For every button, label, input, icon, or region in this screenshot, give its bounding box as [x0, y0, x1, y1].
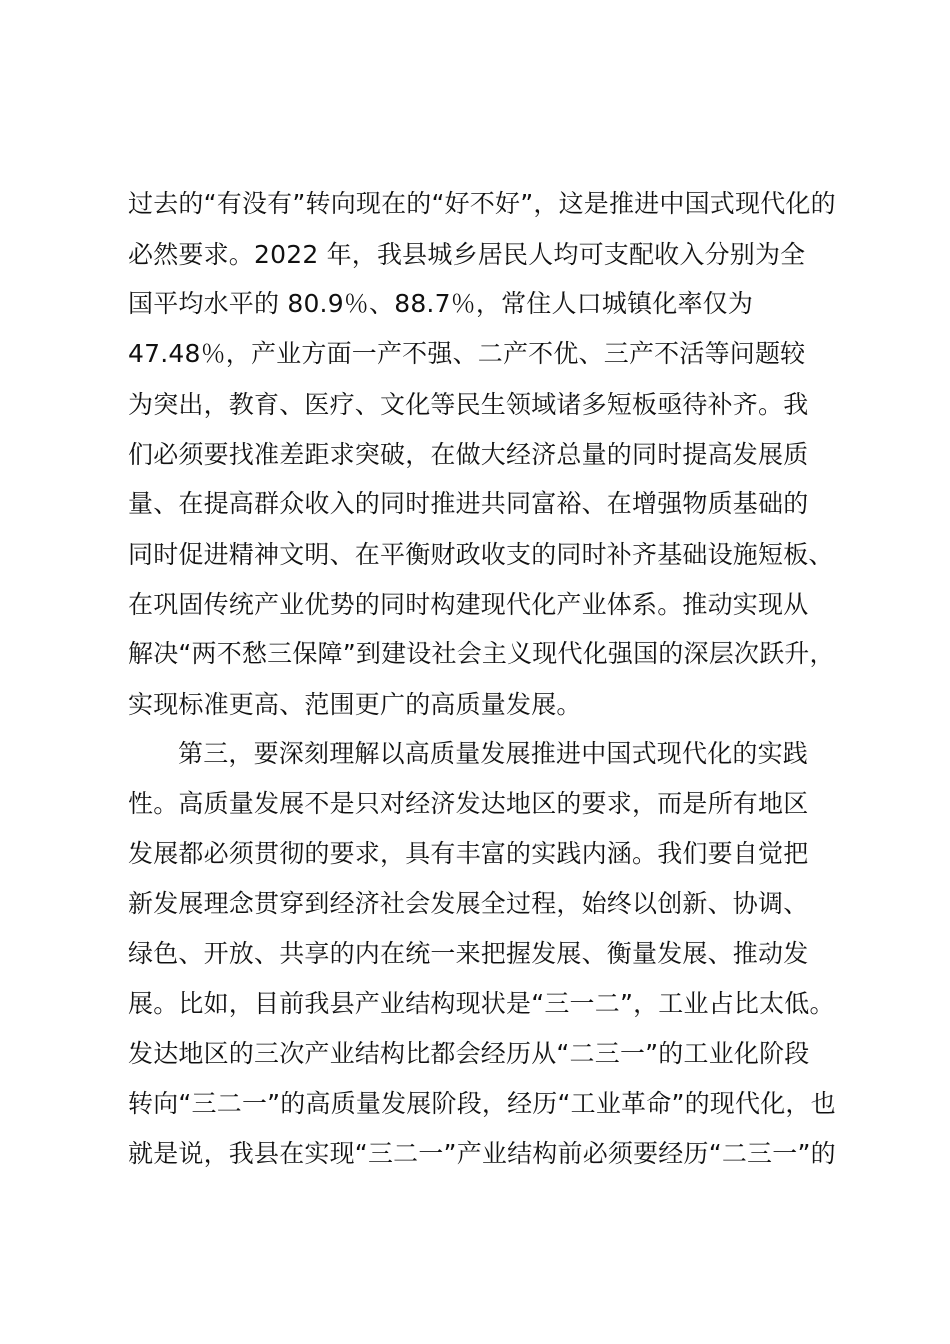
text-line: 发展都必须贯彻的要求，具有丰富的实践内涵。我们要自觉把 [128, 839, 809, 868]
text-line: 实现标准更高、范围更广的高质量发展。 [128, 690, 582, 719]
text-line: 在巩固传统产业优势的同时构建现代化产业体系。推动实现从 [128, 590, 809, 619]
text-line: 性。高质量发展不是只对经济发达地区的要求，而是所有地区 [128, 789, 809, 818]
text-line: 解决“两不愁三保障”到建设社会主义现代化强国的深层次跃升， [128, 639, 835, 668]
text-line: 过去的“有没有”转向现在的“好不好”，这是推进中国式现代化的 [128, 189, 836, 218]
text-line: 为突出，教育、医疗、文化等民生领域诸多短板亟待补齐。我 [128, 390, 809, 419]
paragraph-first-line: 第三，要深刻理解以高质量发展推进中国式现代化的实践 [178, 739, 809, 768]
text-line: 展。比如，目前我县产业结构现状是“三一二”，工业占比太低。 [128, 989, 835, 1018]
text-line: 绿色、开放、共享的内在统一来把握发展、衡量发展、推动发 [128, 939, 809, 968]
text-line: 必然要求。2022 年，我县城乡居民人均可支配收入分别为全 [128, 240, 806, 269]
text-line: 们必须要找准差距求突破，在做大经济总量的同时提高发展质 [128, 440, 809, 469]
text-line: 新发展理念贯穿到经济社会发展全过程，始终以创新、协调、 [128, 889, 809, 918]
text-line: 量、在提高群众收入的同时推进共同富裕、在增强物质基础的 [128, 489, 809, 518]
text-line: 就是说，我县在实现“三二一”产业结构前必须要经历“二三一”的 [128, 1139, 836, 1168]
text-line: 国平均水平的 80.9％、88.7％，常住人口城镇化率仅为 [128, 289, 754, 318]
text-line: 47.48％，产业方面一产不强、二产不优、三产不活等问题较 [128, 339, 806, 368]
text-line: 发达地区的三次产业结构比都会经历从“二三一”的工业化阶段 [128, 1039, 810, 1068]
text-line: 同时促进精神文明、在平衡财政收支的同时补齐基础设施短板、 [128, 540, 834, 569]
text-line: 转向“三二一”的高质量发展阶段，经历“工业革命”的现代化，也 [128, 1089, 836, 1118]
